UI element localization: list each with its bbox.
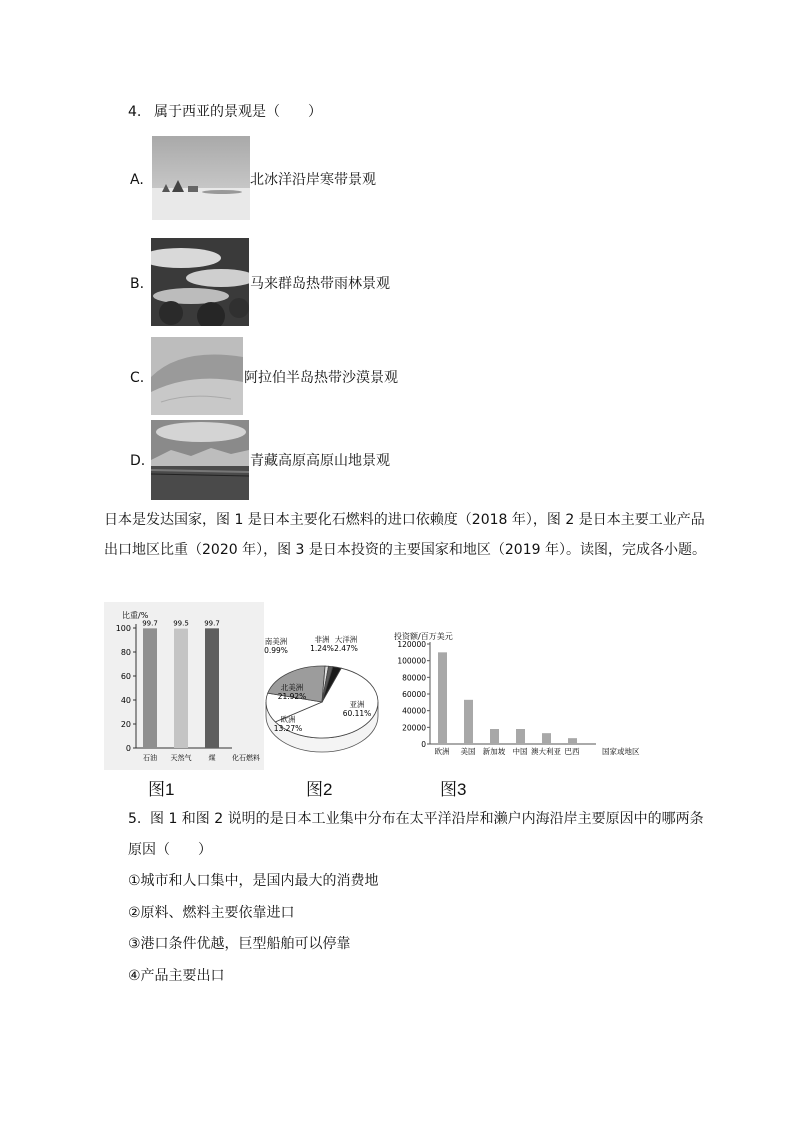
y-tick-label: 20000: [402, 723, 426, 733]
option-text: 北冰洋沿岸寒带景观: [250, 172, 376, 188]
slice-name-label: 亚洲: [349, 700, 365, 709]
bar: [464, 700, 473, 744]
y-tick-label: 60: [120, 672, 131, 681]
y-tick-label: 80: [120, 648, 131, 657]
intro-line: 出口地区比重（2020 年），图 3 是日本投资的主要国家和地区（2019 年）。读图，完成各小题。: [104, 542, 706, 558]
answer-statement: ②原料、燃料主要依靠进口: [128, 905, 295, 921]
y-tick-label: 0: [421, 740, 426, 749]
x-tick-label: 天然气: [170, 754, 192, 762]
answer-statement: ④产品主要出口: [128, 968, 225, 984]
question-number: 4.: [128, 104, 142, 120]
question-stem-continued: 原因（ ）: [128, 842, 212, 858]
bar: [516, 729, 525, 744]
x-tick-label: 中国: [512, 747, 528, 756]
desert-landscape-photo: [151, 337, 243, 415]
question-number: 5.: [128, 811, 142, 827]
x-tick-label: 新加坡: [482, 747, 506, 756]
x-axis-label: 国家或地区: [602, 747, 640, 756]
y-tick-label: 40000: [402, 706, 426, 716]
option-text: 阿拉伯半岛热带沙漠景观: [244, 370, 398, 386]
option-letter: A.: [130, 172, 144, 188]
y-tick-label: 0: [125, 744, 131, 753]
slice-value-label: 0.99%: [264, 646, 288, 655]
slice-name-label: 欧洲: [280, 715, 296, 724]
bar: [438, 652, 447, 744]
y-axis-label: 比重/%: [122, 611, 149, 620]
figure-3-panel: [390, 628, 654, 770]
y-tick-label: 100000: [397, 656, 426, 666]
x-tick-label: 欧洲: [434, 747, 450, 756]
figure-3-chart: [390, 628, 654, 770]
bar: [205, 628, 219, 748]
figure-2-chart: [262, 602, 386, 770]
figure-1-chart: [104, 602, 264, 770]
x-tick-label: 澳大利亚: [531, 747, 561, 756]
figure-3-caption: 图3: [440, 780, 467, 799]
figure-1-caption: 图1: [148, 780, 175, 799]
x-tick-label: 煤: [208, 754, 216, 762]
rainforest-landscape-photo: [151, 238, 249, 326]
data-label: 99.7: [142, 619, 158, 628]
x-axis-label: 化石燃料: [232, 754, 260, 762]
slice-name-label: 北美洲: [280, 683, 304, 692]
y-tick-label: 120000: [397, 640, 426, 649]
y-tick-label: 60000: [402, 690, 426, 699]
option-letter: B.: [130, 276, 145, 292]
bar: [490, 729, 499, 744]
rainforest-landscape-image: [151, 238, 249, 326]
y-tick-label: 20: [120, 720, 131, 729]
slice-value-label: 21.92%: [277, 692, 307, 701]
option-letter: C.: [130, 370, 145, 386]
option-letter: D.: [130, 453, 146, 469]
plateau-landscape-image: [151, 420, 249, 500]
slice-value-label: 13.27%: [273, 724, 303, 733]
y-tick-label: 80000: [402, 673, 426, 683]
figure-2-panel: [262, 602, 386, 770]
x-tick-label: 石油: [143, 754, 157, 762]
slice-name-label: 大洋洲: [334, 635, 358, 644]
question-stem: 图 1 和图 2 说明的是日本工业集中分布在太平洋沿岸和濑户内海沿岸主要原因中的哪两条: [150, 811, 704, 827]
slice-value-label: 1.24%: [310, 644, 334, 653]
data-label: 99.7: [204, 619, 220, 628]
bar: [174, 629, 188, 748]
answer-statement: ③港口条件优越，巨型船舶可以停靠: [128, 936, 351, 952]
question-stem: 属于西亚的景观是（ ）: [154, 104, 322, 120]
bar: [143, 628, 157, 748]
arctic-landscape-image: [152, 136, 250, 220]
bar: [568, 738, 577, 744]
intro-line: 日本是发达国家，图 1 是日本主要化石燃料的进口依赖度（2018 年），图 2 是日本主要工业产品: [104, 512, 705, 528]
slice-name-label: 非洲: [314, 635, 330, 644]
slice-name-label: 南美洲: [264, 637, 288, 646]
y-axis-label: 投资额/百万美元: [394, 632, 453, 641]
bar: [542, 733, 551, 744]
x-tick-label: 巴西: [564, 747, 580, 756]
plateau-landscape-photo: [151, 420, 249, 500]
desert-landscape-image: [151, 337, 243, 415]
x-tick-label: 美国: [460, 747, 476, 756]
answer-statement: ①城市和人口集中，是国内最大的消费地: [128, 873, 379, 889]
slice-value-label: 60.11%: [342, 709, 372, 718]
y-tick-label: 40: [120, 696, 131, 705]
y-tick-label: 100: [115, 624, 131, 633]
slice-value-label: 2.47%: [334, 644, 358, 653]
option-text: 青藏高原高原山地景观: [250, 453, 390, 469]
arctic-landscape-photo: [152, 136, 250, 220]
option-text: 马来群岛热带雨林景观: [250, 276, 390, 292]
figure-1-panel: [104, 602, 264, 770]
data-label: 99.5: [173, 619, 189, 628]
figure-2-caption: 图2: [306, 780, 333, 799]
